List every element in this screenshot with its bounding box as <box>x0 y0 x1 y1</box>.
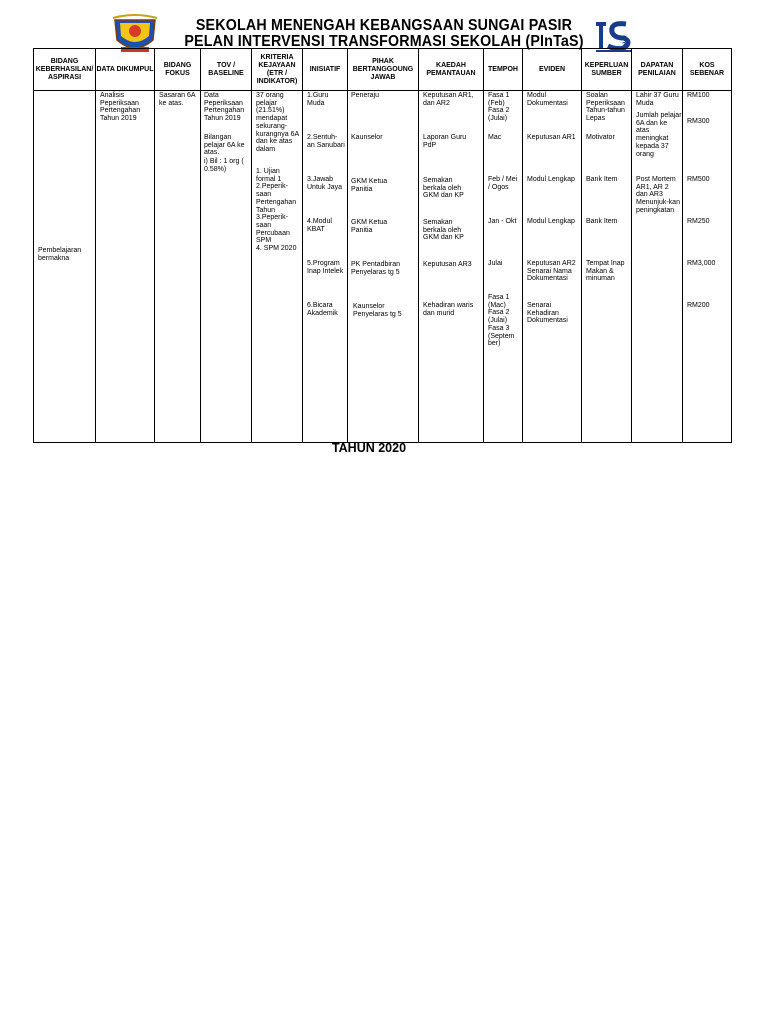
kriteria-list: 1. Ujian formal 1 2.Peperik-saan Pertengahan Tahun 3.Peperik-saan Percubaan SPM 4. SPM 2020 <box>256 168 297 253</box>
tov-para-3: i) Bil : 1 org ( 0.58%) <box>204 158 244 173</box>
column-header: KAEDAH PEMANTAUAN <box>419 49 484 91</box>
table-row <box>34 91 732 443</box>
dapatan-item: Post Mortem AR1, AR 2 dan AR3 Menunjuk-kan peningkatan <box>636 176 680 214</box>
table-header-row <box>34 49 732 91</box>
pintas-plan-table <box>33 48 732 443</box>
kos-item: RM300 <box>687 118 710 125</box>
dapatan-item: Lahir 37 Guru Muda <box>636 92 679 107</box>
pihak-item: Kaunselor Penyelaras tg 5 <box>353 303 402 318</box>
bidang-fokus-text: Sasaran 6A ke atas. <box>159 92 196 107</box>
kaedah-item: Kehadiran waris dan murid <box>423 302 474 317</box>
year-label: TAHUN 2020 <box>331 441 407 455</box>
tempoh-item: Feb / Mei / Ogos <box>488 176 518 191</box>
tempoh-item: Fasa 1 (Mac) Fasa 2 (Julai) Fasa 3 (Septem ber) <box>488 294 515 348</box>
eviden-item: Modul Dokumentasi <box>527 92 568 107</box>
kos-item: RM200 <box>687 302 710 309</box>
eviden-item: Keputusan AR1 <box>527 134 576 141</box>
kaedah-item: Keputusan AR3 <box>423 261 472 268</box>
school-name-title: SEKOLAH MENENGAH KEBANGSAAN SUNGAI PASIR <box>195 17 573 34</box>
column-header: KRITERIA KEJAYAAN (ETR / INDIKATOR) <box>252 49 303 91</box>
inisiatif-item: 2.Sentuh-an Sanubari <box>307 134 345 149</box>
kaedah-item: Laporan Guru PdP <box>423 134 467 149</box>
inisiatif-item: 6.Bicara Akademik <box>307 302 338 317</box>
tov-para-2: Bilangan pelajar 6A ke atas. <box>204 134 245 157</box>
tempoh-item: Julai <box>488 260 503 267</box>
kaedah-item: Semakan berkala oleh GKM dan KP <box>423 219 464 242</box>
column-header: BIDANG KEBERHASILAN/ ASPIRASI <box>34 49 96 91</box>
inisiatif-item: 4.Modul KBAT <box>307 218 332 233</box>
inisiatif-item: 5.Program Inap Intelek <box>307 260 344 275</box>
column-header: INISIATIF <box>303 49 348 91</box>
cell-bidang-fokus <box>155 91 201 443</box>
column-header: DAPATAN PENILAIAN <box>632 49 683 91</box>
bidang-text: Pembelajaran bermakna <box>38 247 82 262</box>
kos-item: RM500 <box>687 176 710 183</box>
inisiatif-item: 1.Guru Muda <box>307 92 329 107</box>
column-header: KOS SEBENAR <box>683 49 732 91</box>
cell-kos <box>683 91 732 443</box>
tempoh-item: Fasa 1 (Feb) Fasa 2 (Julai) <box>488 92 510 123</box>
keperluan-item: Bank Item <box>586 176 618 183</box>
cell-data-dikumpul <box>96 91 155 443</box>
data-dikumpul-text: Analisis Peperiksaan Pertengahan Tahun 2019 <box>100 92 141 123</box>
column-header: PIHAK BERTANGGOUNG JAWAB <box>348 49 419 91</box>
pihak-item: GKM Ketua Panitia <box>351 219 388 234</box>
kos-item: RM3,000 <box>687 260 716 267</box>
kaedah-item: Keputusan AR1, dan AR2 <box>423 92 474 107</box>
cell-pihak <box>348 91 419 443</box>
cell-bidang <box>34 91 96 443</box>
tempoh-item: Mac <box>488 134 502 141</box>
column-header: TEMPOH <box>484 49 523 91</box>
eviden-item: Modul Lengkap <box>527 218 575 225</box>
cell-kriteria <box>252 91 303 443</box>
keperluan-item: Bank Item <box>586 218 618 225</box>
cell-kaedah <box>419 91 484 443</box>
column-header: DATA DIKUMPUL <box>96 49 155 91</box>
keperluan-item: Motivator <box>586 134 615 141</box>
column-header: EVIDEN <box>523 49 582 91</box>
kos-item: RM250 <box>687 218 710 225</box>
pihak-item: PK Pentadbiran Penyelaras tg 5 <box>351 261 401 276</box>
dapatan-item: Jumlah pelajar 6A dan ke atas meningkat kepada 37 orang <box>636 112 682 158</box>
cell-tempoh <box>484 91 523 443</box>
column-header: BIDANG FOKUS <box>155 49 201 91</box>
cell-eviden <box>523 91 582 443</box>
keperluan-item: Soalan Peperiksaan Tahun-tahun Lepas <box>586 92 625 123</box>
cell-inisiatif <box>303 91 348 443</box>
kriteria-para-1: 37 orang pelajar (21.51%) mendapat sekurang-kurangnya 6A dan ke atas dalam <box>256 92 299 153</box>
keperluan-item: Tempat Inap Makan & minuman <box>586 260 625 283</box>
pihak-item: Kaunselor <box>351 134 383 141</box>
svg-text:25: 25 <box>622 42 630 49</box>
column-header: TOV / BASELINE <box>201 49 252 91</box>
column-header: KEPERLUAN SUMBER <box>582 49 632 91</box>
eviden-item: Modul Lengkap <box>527 176 575 183</box>
cell-keperluan <box>582 91 632 443</box>
inisiatif-item: 3.Jawab Untuk Jaya <box>307 176 343 191</box>
cell-tov <box>201 91 252 443</box>
cell-dapatan <box>632 91 683 443</box>
pihak-item: Peneraju <box>351 92 380 99</box>
tov-para-1: Data Peperiksaan Pertengahan Tahun 2019 <box>204 92 245 123</box>
pihak-item: GKM Ketua Panitia <box>351 178 388 193</box>
eviden-item: Keputusan AR2 Senarai Nama Dokumentasi <box>527 260 576 283</box>
tempoh-item: Jan - Okt <box>488 218 517 225</box>
plan-title: PELAN INTERVENSI TRANSFORMASI SEKOLAH (PInTaS) <box>184 33 584 50</box>
kaedah-item: Semakan berkala oleh GKM dan KP <box>423 177 464 200</box>
eviden-item: Senarai Kehadiran Dokumentasi <box>527 302 568 325</box>
kos-item: RM100 <box>687 92 710 99</box>
